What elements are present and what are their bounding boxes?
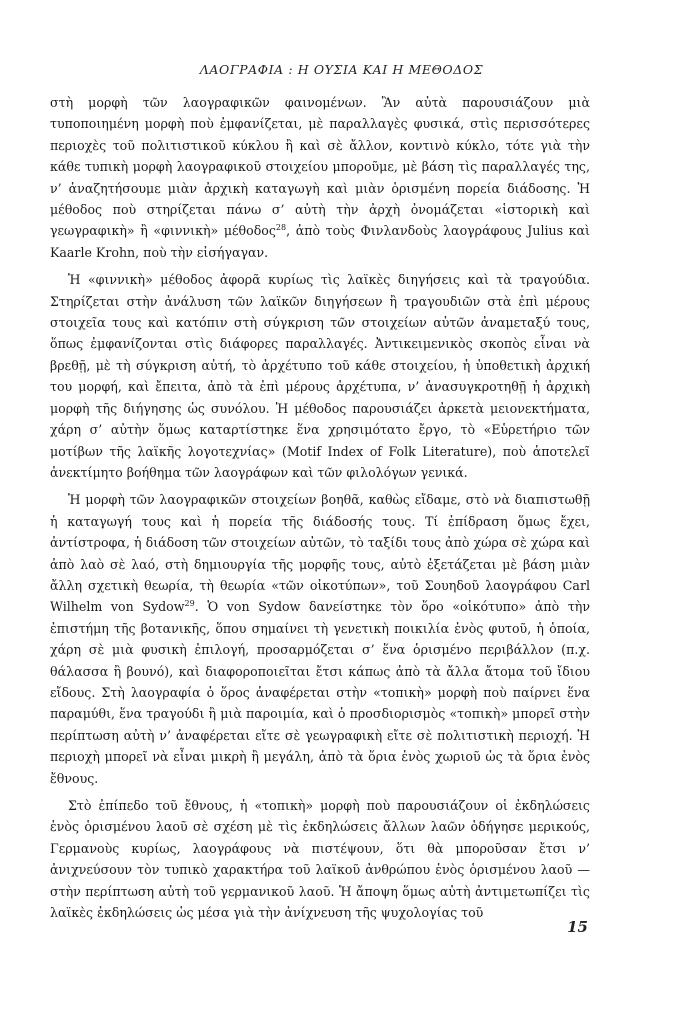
footnote-marker-29: 29 xyxy=(184,599,195,609)
footnote-marker-28: 28 xyxy=(275,223,287,233)
paragraph-3 xyxy=(50,489,590,789)
page-number: 15 xyxy=(567,918,588,936)
paragraph-2-text: Ἡ «φιννικὴ» μέθοδος ἀφορᾶ κυρίως τὶς λαϊκὲς διηγήσεις καὶ τὰ τραγούδια. Στηρίζεται στὴν ἀνάλυση τῶν λαϊκῶν διηγήσεων ἢ τραγουδιῶν στὰ ἐπὶ μέρους στοιχεῖα τους καὶ κατόπιν στὴ σύγκριση τῶν στοιχείων αὐτῶν ἀναμεταξύ τους, ὅπως ἐμφανίζονται στὶς διάφορες παραλλαγές. Ἀντικειμενικὸς σκοπὸς εἶναι νὰ βρεθῇ, μὲ τὴ σύγκριση αὐτή, τὸ ἀρχέτυπο τοῦ κάθε στοιχείου, ἡ ὑποθετικὴ ἀρχική του μορφή, καὶ ἔπειτα, ἀπὸ τὰ ἐπὶ μέρους ἀρχέτυπα, ν’ ἀνασυγκροτηθῇ ἡ ἀρχικὴ μορφὴ τῆς διήγησης ὡς συνόλου. Ἡ μέθοδος παρουσιάζει ἀρκετὰ μειονεκτήματα, χάρη σ’ αὐτὴν ὅμως καταρτίστηκε ἕνα χρησιμότατο ἔργο, τὸ «Εὑρετήριο τῶν μοτίβων τῆς λαϊκῆς λογοτεχνίας» (Motif Index of Folk Literature), ποὺ ἀποτελεῖ ἀνεκτίμητο βοήθημα τῶν λαογράφων καὶ τῶν φιλολόγων γενικά. xyxy=(50,272,590,480)
paragraph-3-text-before: Ἡ μορφὴ τῶν λαογραφικῶν στοιχείων βοηθᾶ, καθὼς εἴδαμε, στὸ νὰ διαπιστωθῇ ἡ καταγωγή τους καὶ ἡ πορεία τῆς διάδοσής τους. Τί ἐπίδραση ὅμως ἔχει, ἀντίστροφα, ἡ διάδοση τῶν στοιχείων αὐτῶν, τὸ ταξίδι τους ἀπὸ χώρα σὲ χώρα καὶ ἀπὸ λαὸ σὲ λαό, στὴ δημιουργία τῆς μορφῆς τους, αὐτὸ ἐξετάζεται μὲ βάση μιὰν ἄλλη σχετικὴ θεωρία, τὴ θεωρία «τῶν οἰκοτύπων», τοῦ Σουηδοῦ λαογράφου Carl Wilhelm von Sydow xyxy=(50,492,590,615)
paragraph-1-text-after: , ἀπὸ τοὺς Φινλανδοὺς λαογράφους Julius καὶ Kaarle Krohn, ποὺ τὴν εἰσήγαγαν. xyxy=(50,223,590,260)
paragraph-1-text-before: στὴ μορφὴ τῶν λαογραφικῶν φαινομένων. Ἂν αὐτὰ παρουσιάζουν μιὰ τυποποιημένη μορφὴ ποὺ ἐμφανίζεται, μὲ παραλλαγὲς φυσικά, στὶς περισσότερες περιοχὲς τοῦ πολιτιστικοῦ κύκλου ἢ καὶ σὲ ἄλλον, κοντινὸ κύκλο, τότε γιὰ τὴν κάθε τυπικὴ μορφὴ λαογραφικοῦ στοιχείου μποροῦμε, μὲ βάση τὶς παραλλαγές της, ν’ ἀναζητήσουμε μιὰν ἀρχικὴ καταγωγὴ καὶ μιὰν ὁρισμένη πορεία διάδοσης. Ἡ μέθοδος ποὺ στηρίζεται πάνω σ’ αὐτὴ τὴν ἀρχὴ ὀνομάζεται «ἱστορικὴ καὶ γεωγραφικὴ» ἢ «φιννικὴ» μέθοδος xyxy=(50,95,590,239)
body-text xyxy=(50,92,590,923)
paragraph-4 xyxy=(50,795,590,923)
paragraph-2 xyxy=(50,269,590,483)
paragraph-1 xyxy=(50,92,590,263)
running-title: ΛΑΟΓΡΑΦΙΑ : Η ΟΥΣΙΑ ΚΑΙ Η ΜΕΘΟΔΟΣ xyxy=(199,62,484,77)
paragraph-4-text: Στὸ ἐπίπεδο τοῦ ἔθνους, ἡ «τοπικὴ» μορφὴ ποὺ παρουσιάζουν οἱ ἐκδηλώσεις ἑνὸς ὁρισμένου λαοῦ σὲ σχέση μὲ τὶς ἐκδηλώσεις ἄλλων λαῶν ὁδήγησε μερικούς, Γερμανοὺς κυρίως, λαογράφους νὰ πιστέψουν, ὅτι θὰ μποροῦσαν ἔτσι ν’ ἀνιχνεύσουν τὸν τυπικὸ χαρακτήρα τοῦ λαϊκοῦ ἀνθρώπου ἑνὸς ὁρισμένου λαοῦ — στὴν περίπτωση αὐτὴ τοῦ γερμανικοῦ λαοῦ. Ἡ ἄποψη ὅμως αὐτὴ ἀντιμετωπίζει τὶς λαϊκὲς ἐκδηλώσεις ὡς μέσα γιὰ τὴν ἀνίχνευση τῆς ψυχολογίας τοῦ xyxy=(50,798,590,921)
paragraph-3-text-after: . Ὁ von Sydow δανείστηκε τὸν ὅρο «οἰκότυπο» ἀπὸ τὴν ἐπιστήμη τῆς βοτανικῆς, ὅπου σημαίνει τὴ γενετικὴ ποικιλία ἑνὸς φυτοῦ, ἡ ὁποία, χάρη σὲ μιὰ φυσικὴ ἐπιλογή, προσαρμόζεται σ’ ἕνα ὁρισμένο περιβάλλον (π.χ. θάλασσα ἢ βουνό), καὶ διαφοροποιεῖται ἔτσι κάπως ἀπὸ τὰ ἄλλα ἄτομα τοῦ ἴδιου εἴδους. Στὴ λαογραφία ὁ ὅρος ἀναφέρεται στὴν «τοπικὴ» μορφὴ ποὺ παίρνει ἕνα παραμύθι, ἕνα τραγούδι ἢ μιὰ παροιμία, καὶ ὁ προσδιορισμὸς «τοπικὴ» μπορεῖ στὴν περίπτωση αὐτὴ ν’ ἀναφέρεται εἴτε σὲ γεωγραφικὴ εἴτε σὲ πολιτιστικὴ περιοχή. Ἡ περιοχὴ μπορεῖ νὰ εἶναι μικρὴ ἢ μεγάλη, ἀπὸ τὰ ὅρια ἑνὸς χωριοῦ ὡς τὰ ὅρια ἑνὸς ἔθνους. xyxy=(50,599,590,786)
